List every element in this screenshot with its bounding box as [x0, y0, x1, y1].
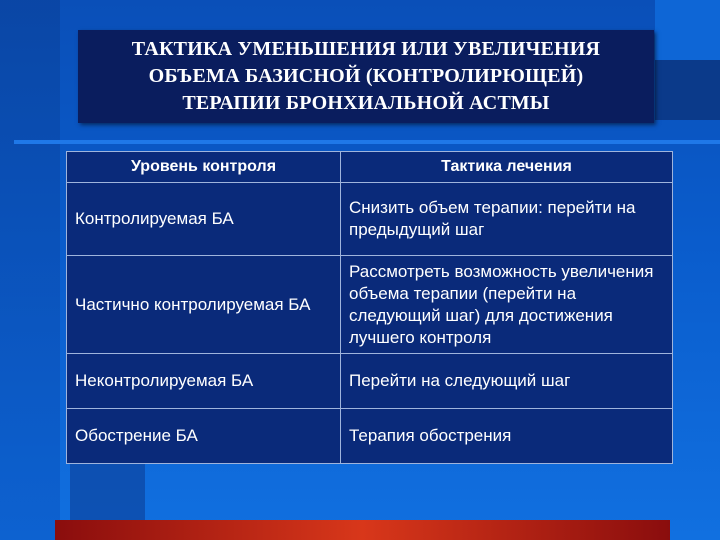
- control-level-cell: Частично контролируемая БА: [67, 256, 341, 354]
- decor-bottom-block: [70, 462, 145, 520]
- table-row: [67, 409, 673, 464]
- table-row: [67, 183, 673, 256]
- table-row: [67, 256, 673, 354]
- tactic-cell: Перейти на следующий шаг: [341, 354, 673, 409]
- decor-line: [14, 140, 720, 144]
- decor-left-bar: [0, 0, 60, 540]
- title-line-2: ОБЪЕМА БАЗИСНОЙ (КОНТРОЛИРЮЩЕЙ): [148, 65, 584, 87]
- slide-title: [132, 36, 600, 117]
- header-control-level: Уровень контроля: [67, 152, 341, 183]
- decor-right-block: [655, 60, 720, 120]
- table-row: [67, 354, 673, 409]
- tactics-table: [66, 151, 673, 464]
- control-level-cell: Неконтролируемая БА: [67, 354, 341, 409]
- title-line-1: ТАКТИКА УМЕНЬШЕНИЯ ИЛИ УВЕЛИЧЕНИЯ: [131, 38, 601, 60]
- tactic-cell: Терапия обострения: [341, 409, 673, 464]
- decor-bottom-red-bar: [55, 520, 670, 540]
- header-treatment-tactic: Тактика лечения: [341, 152, 673, 183]
- tactic-cell: Снизить объем терапии: перейти на предыдущий шаг: [341, 183, 673, 256]
- title-line-3: ТЕРАПИИ БРОНХИАЛЬНОЙ АСТМЫ: [182, 92, 550, 114]
- slide-title-box: [78, 30, 654, 123]
- table-header-row: [67, 152, 673, 183]
- decor-right-block-top: [655, 0, 720, 60]
- control-level-cell: Контролируемая БА: [67, 183, 341, 256]
- control-level-cell: Обострение БА: [67, 409, 341, 464]
- tactic-cell: Рассмотреть возможность увеличения объема терапии (перейти на следующий шаг) для достижения лучшего контроля: [341, 256, 673, 354]
